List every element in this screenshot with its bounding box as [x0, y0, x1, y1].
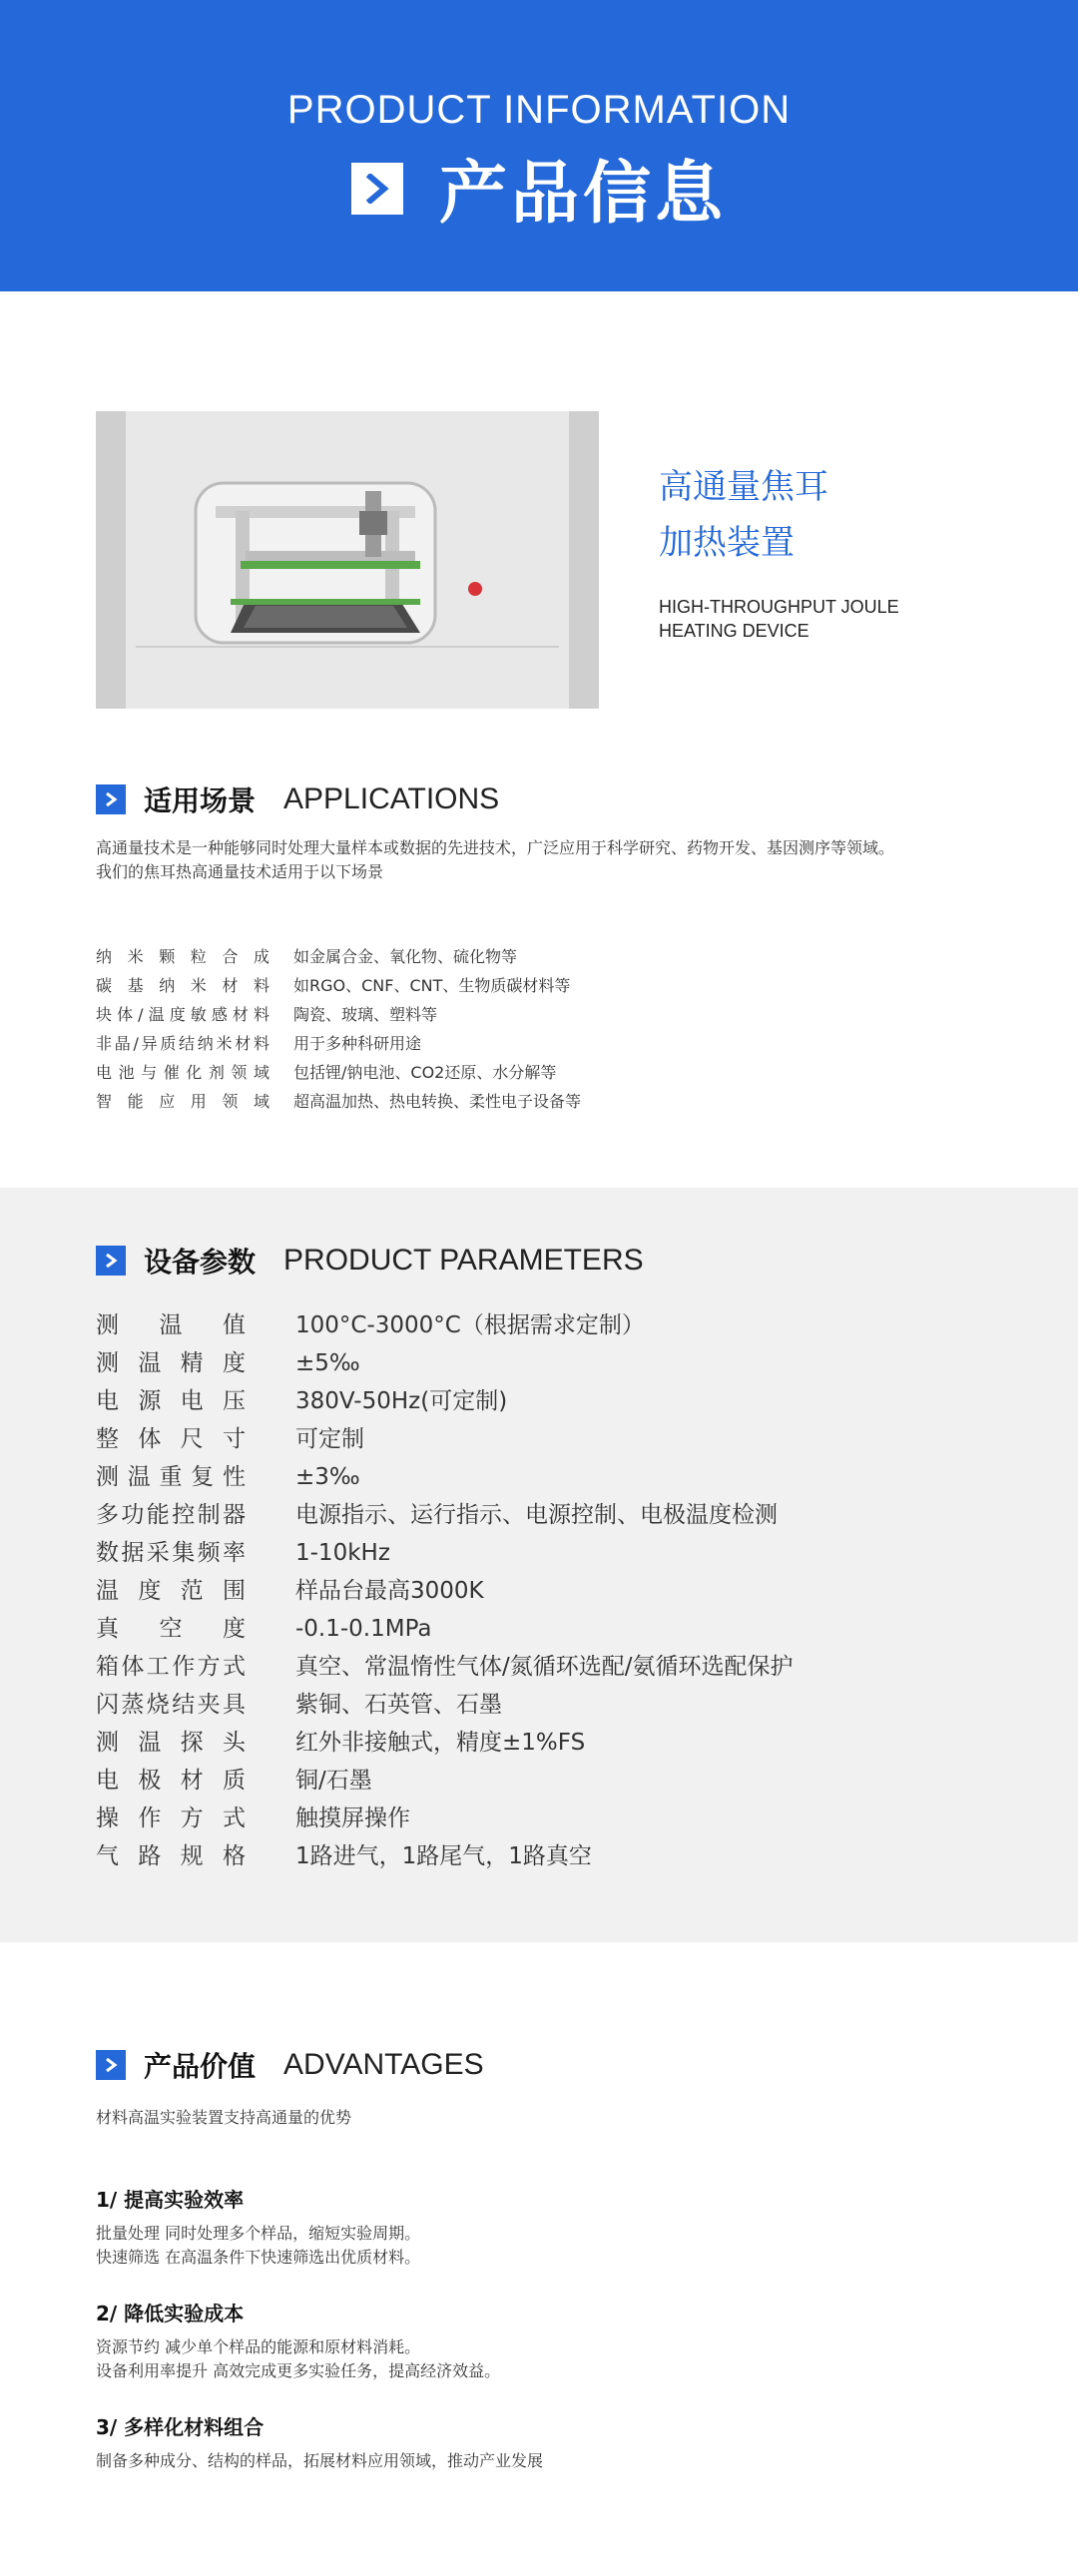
- param-value: 380V-50Hz(可定制): [295, 1388, 508, 1414]
- param-value: ±5‰: [295, 1350, 360, 1376]
- list-item-label: 电池与催化剂领域: [96, 1063, 270, 1082]
- applications-intro-line1: 高通量技术是一种能够同时处理大量样本或数据的先进技术，广泛应用于科学研究、药物开发、基因测序等领域。: [96, 838, 895, 857]
- list-item-value: 陶瓷、玻璃、塑料等: [293, 1005, 438, 1024]
- param-label: 真空度: [96, 1616, 246, 1642]
- parameters-list: [96, 1306, 994, 1875]
- param-label: 多功能控制器: [96, 1502, 246, 1528]
- param-value: 100°C-3000°C（根据需求定制）: [295, 1312, 645, 1338]
- list-item-value: 如RGO、CNF、CNT、生物质碳材料等: [293, 976, 571, 995]
- list-item-label: 非晶/异质结纳米材料: [96, 1034, 270, 1053]
- product-en-name: [659, 595, 899, 643]
- product-name-line1: 高通量焦耳: [659, 467, 828, 507]
- table-row: [96, 1306, 994, 1344]
- advantages-heading: [96, 2045, 484, 2085]
- advantage-group: [96, 2302, 500, 2383]
- chevron-right-icon: [96, 2050, 126, 2080]
- table-row: [96, 1800, 994, 1837]
- advantage-line: 批量处理 同时处理多个样品，缩短实验周期。: [96, 2224, 421, 2243]
- param-label: 操作方式: [96, 1805, 246, 1831]
- applications-en-title: APPLICATIONS: [283, 782, 500, 815]
- advantage-line: 资源节约 减少单个样品的能源和原材料消耗。: [96, 2337, 421, 2356]
- param-value: -0.1-0.1MPa: [295, 1616, 432, 1642]
- list-item: [96, 1058, 793, 1087]
- param-value: 铜/石墨: [295, 1768, 372, 1794]
- list-item-value: 如金属合金、氧化物、硫化物等: [293, 947, 518, 966]
- product-en-line1: HIGH-THROUGHPUT JOULE: [659, 597, 899, 617]
- advantage-line: 快速筛选 在高温条件下快速筛选出优质材料。: [96, 2248, 421, 2267]
- applications-intro: [96, 836, 994, 884]
- parameters-cn-title: 设备参数: [144, 1246, 257, 1279]
- product-photo: [96, 411, 599, 709]
- advantage-group: [96, 2188, 420, 2270]
- header-en-title: PRODUCT INFORMATION: [286, 88, 792, 132]
- list-item-value: 用于多种科研用途: [293, 1034, 422, 1053]
- table-row: [96, 1724, 994, 1762]
- param-label: 电极材质: [96, 1768, 246, 1794]
- advantage-line: 设备利用率提升 高效完成更多实验任务，提高经济效益。: [96, 2361, 501, 2380]
- param-value: 触摸屏操作: [295, 1805, 410, 1831]
- param-value: 1路进气，1路尾气，1路真空: [295, 1843, 592, 1869]
- table-row: [96, 1420, 994, 1458]
- param-label: 测温重复性: [96, 1464, 246, 1490]
- table-row: [96, 1572, 994, 1610]
- advantage-title: 1/ 提高实验效率: [96, 2188, 245, 2212]
- list-item-label: 碳基纳米材料: [96, 976, 270, 995]
- list-item: [96, 1029, 793, 1058]
- product-name-line2: 加热装置: [659, 523, 795, 563]
- param-label: 箱体工作方式: [96, 1654, 246, 1680]
- table-row: [96, 1458, 994, 1496]
- param-value: 1-10kHz: [295, 1540, 390, 1566]
- param-label: 测温值: [96, 1312, 246, 1338]
- chevron-right-icon: [351, 163, 403, 215]
- parameters-en-title: PRODUCT PARAMETERS: [283, 1244, 644, 1277]
- param-value: 红外非接触式，精度±1%FS: [295, 1730, 586, 1756]
- table-row: [96, 1837, 994, 1875]
- chevron-right-icon: [96, 1246, 126, 1276]
- param-label: 温度范围: [96, 1578, 246, 1604]
- header-cn-title: 产品信息: [438, 155, 727, 234]
- list-item: [96, 971, 793, 1000]
- table-row: [96, 1496, 994, 1534]
- advantage-line: 制备多种成分、结构的样品，拓展材料应用领域，推动产业发展: [96, 2451, 544, 2470]
- param-label: 测温探头: [96, 1730, 246, 1756]
- advantages-en-title: ADVANTAGES: [283, 2048, 484, 2081]
- chevron-right-icon: [96, 784, 126, 814]
- advantages-intro: 材料高温实验装置支持高通量的优势: [96, 2108, 352, 2127]
- header-title-row: [0, 140, 1078, 237]
- advantage-title: 3/ 多样化材料组合: [96, 2415, 265, 2439]
- param-value: 样品台最高3000K: [295, 1578, 484, 1604]
- advantage-title: 2/ 降低实验成本: [96, 2302, 245, 2325]
- list-item-value: 包括锂/钠电池、CO2还原、水分解等: [293, 1063, 557, 1082]
- table-row: [96, 1686, 994, 1724]
- list-item-value: 超高温加热、热电转换、柔性电子设备等: [293, 1092, 582, 1111]
- table-row: [96, 1344, 994, 1382]
- param-label: 闪蒸烧结夹具: [96, 1692, 246, 1718]
- param-label: 气路规格: [96, 1843, 246, 1869]
- table-row: [96, 1610, 994, 1648]
- table-row: [96, 1648, 994, 1686]
- param-label: 测温精度: [96, 1350, 246, 1376]
- param-label: 整体尺寸: [96, 1426, 246, 1452]
- advantage-group: [96, 2415, 543, 2473]
- param-label: 数据采集频率: [96, 1540, 246, 1566]
- param-value: 可定制: [295, 1426, 364, 1452]
- param-value: 紫铜、石英管、石墨: [295, 1692, 502, 1718]
- table-row: [96, 1762, 994, 1800]
- param-label: 电源电压: [96, 1388, 246, 1414]
- list-item-label: 智能应用领域: [96, 1092, 270, 1111]
- list-item: [96, 1087, 793, 1116]
- advantages-cn-title: 产品价值: [144, 2050, 257, 2083]
- param-value: 电源指示、运行指示、电源控制、电极温度检测: [295, 1502, 778, 1528]
- applications-list: [96, 942, 793, 1116]
- table-row: [96, 1382, 994, 1420]
- table-row: [96, 1534, 994, 1572]
- list-item: [96, 1000, 793, 1029]
- parameters-heading: [96, 1241, 644, 1281]
- product-en-line2: HEATING DEVICE: [659, 621, 809, 641]
- list-item: [96, 942, 793, 971]
- list-item-label: 块体/温度敏感材料: [96, 1005, 270, 1024]
- header-banner: [0, 0, 1078, 291]
- param-value: 真空、常温惰性气体/氮循环选配/氨循环选配保护: [295, 1654, 794, 1680]
- applications-heading: [96, 779, 499, 819]
- param-value: ±3‰: [295, 1464, 360, 1490]
- applications-intro-line2: 我们的焦耳热高通量技术适用于以下场景: [96, 862, 384, 881]
- list-item-label: 纳米颗粒合成: [96, 947, 270, 966]
- product-name: [659, 459, 828, 571]
- applications-cn-title: 适用场景: [144, 784, 257, 817]
